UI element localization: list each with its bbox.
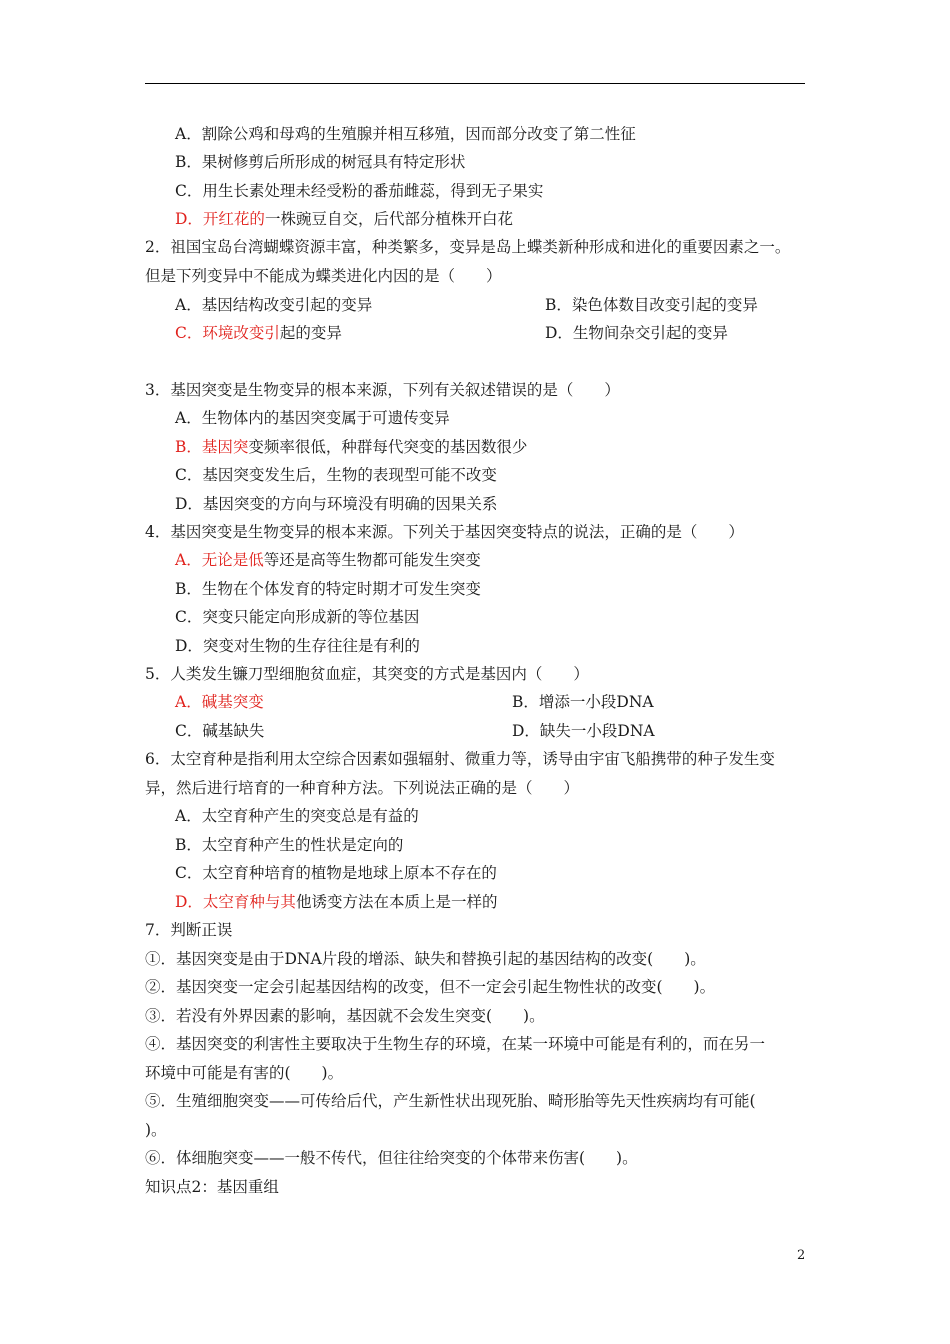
text-segment: ④．基因突变的利害性主要取决于生物生存的环境，在某一环境中可能是有利的，而在另一: [145, 1035, 766, 1053]
text-line: [175, 636, 420, 656]
text-segment: 环境中可能是有害的( )。: [145, 1064, 344, 1082]
text-segment: 异，然后进行培育的一种育种方法。下列说法正确的是（ ）: [145, 779, 580, 797]
text-segment: B．生物在个体发育的特定时期才可发生突变: [175, 580, 481, 598]
text-segment: 等还是高等生物都可能发生突变: [263, 551, 481, 569]
text-line: [175, 295, 372, 315]
text-line: [145, 977, 715, 997]
text-segment: D．生物间杂交引起的变异: [545, 324, 728, 342]
text-line: [175, 465, 497, 485]
text-line: [145, 237, 790, 257]
text-segment: ①．基因突变是由于DNA片段的增添、缺失和替换引起的基因结构的改变( )。: [145, 950, 706, 968]
text-segment: )。: [145, 1121, 167, 1139]
header-rule: [145, 83, 805, 84]
text-segment: 2．祖国宝岛台湾蝴蝶资源丰富，种类繁多，变异是岛上蝶类新种形成和进化的重要因素之一。: [145, 238, 791, 256]
text-line: [512, 721, 655, 741]
text-line: [145, 522, 744, 542]
text-segment: C．太空育种培育的植物是地球上原本不存在的: [175, 864, 497, 882]
text-line: [145, 749, 775, 769]
text-line: [145, 1148, 638, 1168]
text-line: [145, 266, 502, 286]
text-line: [175, 892, 497, 912]
text-segment: A．基因结构改变引起的变异: [175, 296, 373, 314]
text-line: [175, 323, 342, 343]
answer-highlight: A．无论是低: [175, 551, 264, 569]
text-line: [545, 323, 728, 343]
text-line: [145, 920, 232, 940]
text-segment: B．果树修剪后所形成的树冠具有特定形状: [175, 153, 466, 171]
text-segment: D．突变对生物的生存往往是有利的: [175, 637, 420, 655]
text-segment: 起的变异: [279, 324, 342, 342]
text-segment: C．突变只能定向形成新的等位基因: [175, 608, 420, 626]
text-segment: B．增添一小段DNA: [512, 693, 654, 711]
text-line: [175, 437, 527, 457]
text-segment: 5．人类发生镰刀型细胞贫血症，其突变的方式是基因内（ ）: [145, 665, 589, 683]
text-line: [175, 835, 403, 855]
text-line: [145, 1120, 167, 1140]
text-segment: 3．基因突变是生物变异的根本来源，下列有关叙述错误的是（ ）: [145, 381, 620, 399]
text-line: [175, 152, 465, 172]
text-line: [145, 664, 589, 684]
text-line: [175, 124, 636, 144]
text-line: [175, 550, 481, 570]
text-segment: 变频率很低，种群每代突变的基因数很少: [248, 438, 528, 456]
text-segment: 但是下列变异中不能成为蝶类进化内因的是（ ）: [145, 267, 502, 285]
text-segment: 知识点2：基因重组: [145, 1178, 279, 1196]
text-line: [145, 949, 706, 969]
text-line: [175, 692, 264, 712]
page-number: 2: [797, 1248, 806, 1263]
text-line: [145, 1091, 756, 1111]
text-line: [512, 692, 654, 712]
text-line: [145, 1006, 545, 1026]
text-segment: 6．太空育种是指利用太空综合因素如强辐射、微重力等，诱导由宇宙飞船携带的种子发生变: [145, 750, 775, 768]
text-segment: B．太空育种产生的性状是定向的: [175, 836, 404, 854]
text-line: [175, 494, 497, 514]
text-line: [145, 380, 620, 400]
text-segment: 4．基因突变是生物变异的根本来源。下列关于基因突变特点的说法，正确的是（ ）: [145, 523, 744, 541]
text-line: [175, 181, 543, 201]
text-segment: A．割除公鸡和母鸡的生殖腺并相互移殖，因而部分改变了第二性征: [175, 125, 636, 143]
text-segment: 一株豌豆自交，后代部分植株开白花: [264, 210, 513, 228]
text-segment: B．染色体数目改变引起的变异: [545, 296, 758, 314]
text-line: [145, 1063, 343, 1083]
text-segment: ⑤．生殖细胞突变——可传给后代，产生新性状出现死胎、畸形胎等先天性疾病均有可能(: [145, 1092, 756, 1110]
text-line: [545, 295, 758, 315]
text-segment: A．生物体内的基因突变属于可遗传变异: [175, 409, 450, 427]
text-line: [145, 778, 579, 798]
text-segment: ③．若没有外界因素的影响，基因就不会发生突变( )。: [145, 1007, 545, 1025]
answer-highlight: A．碱基突变: [175, 693, 264, 711]
text-segment: A．太空育种产生的突变总是有益的: [175, 807, 419, 825]
text-line: [175, 408, 450, 428]
text-line: [175, 607, 419, 627]
text-segment: C．基因突变发生后，生物的表现型可能不改变: [175, 466, 497, 484]
text-segment: 7．判断正误: [145, 921, 233, 939]
text-line: [175, 863, 497, 883]
text-line: [145, 1177, 279, 1197]
text-segment: C．用生长素处理未经受粉的番茄雌蕊，得到无子果实: [175, 182, 544, 200]
text-line: [175, 209, 513, 229]
text-line: [175, 579, 481, 599]
text-segment: D．缺失一小段DNA: [512, 722, 655, 740]
answer-highlight: B．基因突: [175, 438, 249, 456]
text-line: [145, 1034, 765, 1054]
answer-highlight: D．开红花的: [175, 210, 265, 228]
text-line: [175, 721, 264, 741]
text-line: [175, 806, 419, 826]
text-segment: ⑥．体细胞突变——一般不传代，但往往给突变的个体带来伤害( )。: [145, 1149, 638, 1167]
text-segment: C．碱基缺失: [175, 722, 265, 740]
text-segment: D．基因突变的方向与环境没有明确的因果关系: [175, 495, 498, 513]
text-segment: 他诱变方法在本质上是一样的: [295, 893, 498, 911]
answer-highlight: C．环境改变引: [175, 324, 280, 342]
answer-highlight: D．太空育种与其: [175, 893, 296, 911]
text-segment: ②．基因突变一定会引起基因结构的改变，但不一定会引起生物性状的改变( )。: [145, 978, 716, 996]
